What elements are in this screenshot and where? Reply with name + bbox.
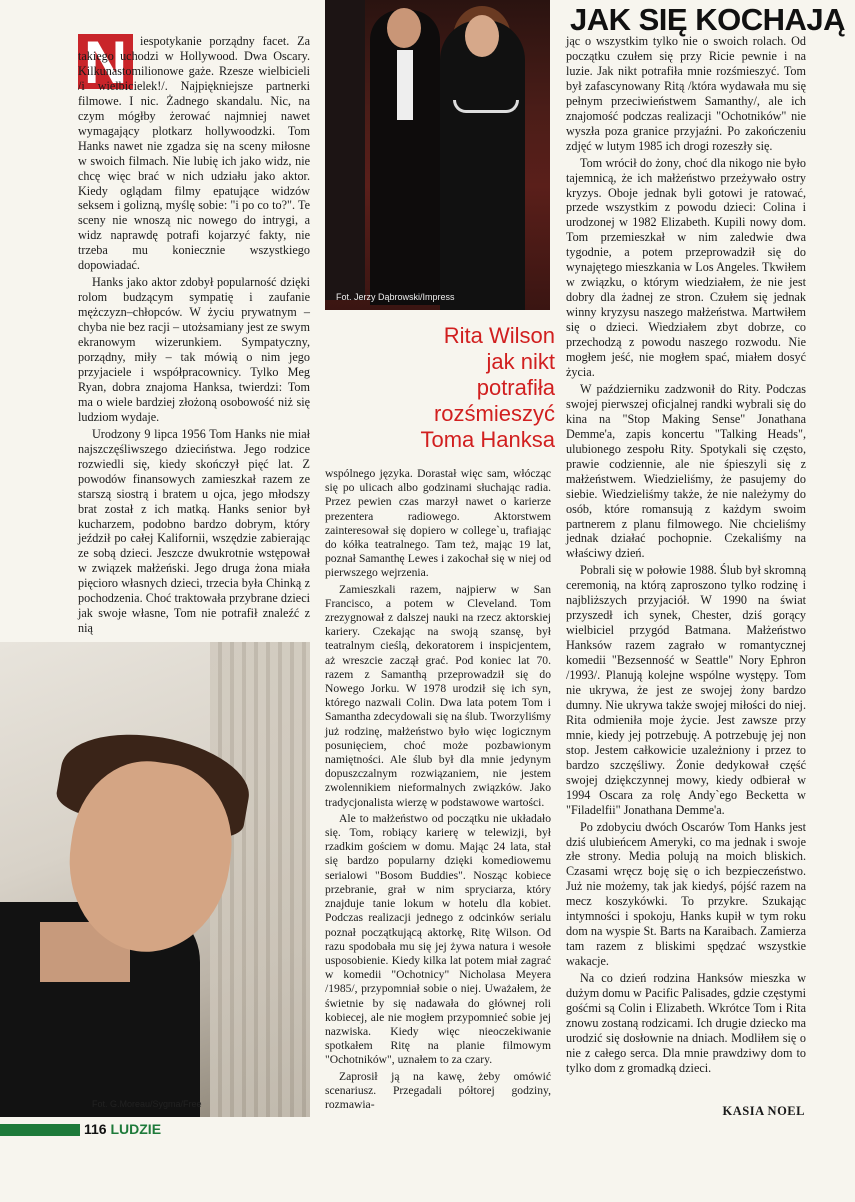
article-column-1 (78, 34, 310, 636)
magazine-name: LUDZIE (110, 1121, 162, 1137)
pull-quote (395, 323, 555, 453)
paragraph: Po zdobyciu dwóch Oscarów Tom Hanks jest dziś ulubieńcem Ameryki, co ma jednak i swoje złe strony. Media polują na moich bliskich. Czasami wręcz boję się o ich bezpieczeństwo. Już nie możemy, tak jak kiedyś, pójść razem na mecz koszykówki. To przykre. Szukając intymności i spokoju, Hanks kupił w tym roku dom na wyspie St. Barts na Karaibach. Zamierza tam razem z bliskimi spędzać wszystkie wakacje. (566, 819, 806, 969)
portrait-photo (0, 642, 310, 1117)
paragraph: jąc o wszystkim tylko nie o swoich rolach. Od początku czułem się przy Ricie pewnie i na luzie. Jak nikt potrafiła mnie rozśmieszyć. Tom był zafascynowany Ritą /która wydawała mu się pełnym przeciwieństwem Samanthy/, ale ich znajomość podczas realizacji "Ochotników" nie wyszła poza granice przyjaźni. Po zakończeniu zdjęć w lutym 1985 ich drogi rozeszły się. (566, 34, 806, 153)
author-signature: KASIA NOEL (722, 1104, 805, 1118)
pull-quote-line: jak nikt (486, 349, 555, 374)
paragraph: Na co dzień rodzina Hanksów mieszka w dużym domu w Pacific Palisades, gdzie częstymi gośćmi są Colin i Elizabeth. Wkrótce Tom i Rita znowu zostaną rodzicami. Ich drugie dziecko ma urodzić się dosłownie na dniach. Modliłem się o nie z całego serca. Dla mnie prawdziwy dom to tylko dom z gromadką dzieci. (566, 971, 806, 1075)
pull-quote-line: Toma Hanksa (420, 427, 555, 452)
paragraph: Zaprosił ją na kawę, żeby omówić scenariusz. Przegadali półtorej godziny, rozmawia- (325, 1069, 551, 1111)
pull-quote-line: Rita Wilson (443, 323, 555, 348)
paragraph: Zamieszkali razem, najpierw w San Francisco, a potem w Cleveland. Tom zrezygnował z dalszej nauki na rzecz aktorskiej kariery. Czekając na swoją szansę, był teatralnym cieślą, dekoratorem i inspicjentem, aż wreszcie zaczął grać. Pod koniec lat 70. razem z Samanthą przeprowadził się do Nowego Jorku. W 1978 urodził się ich syn, którego nazwali Colin. Dwa lata potem Tom i Samantha zdecydowali się na ślub. Tworzyliśmy już rodzinę, małżeństwo było więc logicznym posunięciem, choć może pozbawionym namiętności. Ale ślub był dla mnie jedynym dopuszczalnym rozwiązaniem, nie jestem zwolennikiem nieformalnych związków. Jako tradycjonalista wierzę w podstawowe wartości. (325, 582, 551, 809)
article-column-3 (566, 34, 806, 1076)
article-column-2 (325, 467, 551, 1112)
paragraph: wspólnego języka. Dorastał więc sam, włócząc się po ulicach albo godzinami słuchając radia. Przez pewien czas marzył nawet o karierze prezentera radiowego. Aktorstwem zainteresował się dopiero w college`u, trafiając do kółka teatralnego. Tam też, mając 19 lat, poznał Samanthę Lewes i zakochał się w niej od pierwszego wejrzenia. (325, 467, 551, 580)
article-title: JAK SIĘ KOCHAJĄ (570, 2, 845, 37)
paragraph: W październiku zadzwonił do Rity. Podczas swojej pierwszej oficjalnej randki wybrali się do kina na "Stop Making Sense" Jonathana Demme'a, zapis koncertu "Talking Heads", ulubionego zespołu Rity. Spotykali się często, prawie codziennie, ale nie śpieszyli się z małżeństwem. Wiedzieliśmy, że pasujemy do siebie. Wiedzieliśmy także, że nie należymy do osób, które romansują z każdym swoim partnerem z planu filmowego. Nie chcieliśmy jednak działać pochopnie. Czekaliśmy na właściwy dzień. (566, 381, 806, 561)
paragraph: Tom wrócił do żony, choć dla nikogo nie było tajemnicą, że ich małżeństwo przeżywało ostry kryzys. Oboje jednak byli gotowi je ratować, przede wszystkim z powodu dzieci: Colina i urodzonej w 1982 Elizabeth. Kupili nowy dom. Tom przemieszkał w nim zaledwie dwa tygodnie, a potem przeprowadził się do wynajętego mieszkania w Los Angeles. Tkwiłem w związku, o którym wiedziałem, że nie jest dobry dla żadnej ze stron. Czułem się jednak winny kryzysu naszego małżeństwa. Martwiłem się o dzieci. Wiedziałem zbyt dobrze, co przechodzą z powodu naszego rozwodu. Nie mogłem jeść, nie mogłem spać, miałem dosyć życia. (566, 155, 806, 379)
page-footer (84, 1121, 161, 1137)
page-number: 116 (84, 1121, 107, 1137)
paragraph: Hanks jako aktor zdobył popularność dzięki rolom budzącym sympatię i zaufanie mężczyzn–chłopców. W życiu prywatnym – chyba nie bez racji – utożsamiany jest ze swym ekranowym wizerunkiem. Sympatyczny, porządny, miły – tak mówią o nim jego przyjaciele i współpracownicy. Tylko Meg Ryan, dobra znajoma Hanksa, twierdzi: Tom ma o wiele bardziej złożoną osobowość niż się ludziom wydaje. (78, 275, 310, 424)
footer-bar (0, 1124, 80, 1136)
couple-photo (325, 0, 550, 310)
paragraph: iespotykanie porządny facet. Za takiego uchodzi w Hollywood. Dwa Oscary. Kilkunastomilionowe gaże. Rzesze wielbicieli /i wielbicielek!/. Najpiękniejsze partnerki filmowe. I nic. Żadnego skandalu. Nic, na czym mógłby żerować najmniej nawet wymagający plotkarz hollywoodzki. Tom Hanks nawet nie zgadza się na sceny miłosne w swoich filmach. Nie lubię ich jako widz, nie chcę więc brać w nich udziału jako aktor. Kiedy oglądam filmy epatujące widzów seksem i golizną, myślę sobie: "i po co to?". Te sceny nie wnoszą nic nowego do intrygi, a widz naprawdę potrafi kojarzyć fakty, nie trzeba mu koniecznie wszystkiego dopowiadać. (78, 34, 310, 273)
paragraph: Urodzony 9 lipca 1956 Tom Hanks nie miał najszczęśliwszego dzieciństwa. Jego rodzice rozwiedli się, kiedy skończył pięć lat. Z powodów finansowych zamieszkał razem ze starszą siostrą i bratem u ojca, jego młodszy brat został z ich matką. Hanks senior był kucharzem, podobno bardzo dobrym, który jeździł po całej Kalifornii, wszędzie zabierając ze sobą dzieci. Jeszcze dwukrotnie wstępował w związek małżeński. Jego druga żona miała pięcioro własnych dzieci, trzecia była Chinką z pochodzenia. Choć traktowała przybrane dzieci jak swoje własne, Tom nie potrafił znaleźć z nią (78, 426, 310, 636)
paragraph: Ale to małżeństwo od początku nie układało się. Tom, robiący karierę w telewizji, był rzadkim gościem w domu. Mając 24 lata, stał się bardzo popularny dzięki komediowemu serialowi "Bosom Buddies". Nosząc kobiece przebranie, grał w nim spryciarza, który znajduje tanie lokum w hotelu dla kobiet. Podczas realizacji jednego z odcinków serialu poznał początkującą aktorkę, Ritę Wilson. Od razu spodobała mu się jej żywa natura i wesołe usposobienie. Kiedy kilka lat potem miał zagrać w komedii "Ochotnicy" Nicholasa Meyera /1985/, przypomniał sobie o niej. Uważałem, że świetnie by się nadawała do głównej roli kobiecej, ale nie mogłem przypomnieć sobie jej nazwiska. Kiedy więc nieoczekiwanie spotkałem Ritę na planie filmowym "Ochotników", uznałem to za czary. (325, 811, 551, 1067)
pull-quote-line: potrafiła rozśmieszyć (433, 375, 555, 426)
paragraph: Pobrali się w połowie 1988. Ślub był skromną ceremonią, na którą zaproszono tylko rodzinę i najbliższych przyjaciół. W 1990 na świat przyszedł ich synek, Chester, dziś gorący wielbiciel przygód Batmana. Małżeństwo Hanksów razem zagrało w romantycznej komedii "Bezsenność w Seattle" Nory Ephron /1993/. Planują kolejne wspólne występy. Tom nie ukrywa, że jest ze swojej żony bardzo dumny. Nie ukrywa także swojej miłości do niej. Rita odmieniła moje życie. Jest zawsze przy mnie, kiedy jej potrzebuję. A potrzebuję jej non stop. Jestem całkowicie uzależniony i przez to bardzo szczęśliwy. Żonie dedykował część swojej dziękczynnej mowy, kiedy odbierał w 1994 Oscara za rolę Andy`ego Becketta w "Filadelfii" Jonathana Demme'a. (566, 563, 806, 817)
drop-cap: N (78, 34, 133, 89)
photo-credit-bottom: Fot. G.Moreau/Sygma/Free (92, 1099, 202, 1109)
photo-credit-top: Fot. Jerzy Dąbrowski/Impress (336, 292, 455, 302)
